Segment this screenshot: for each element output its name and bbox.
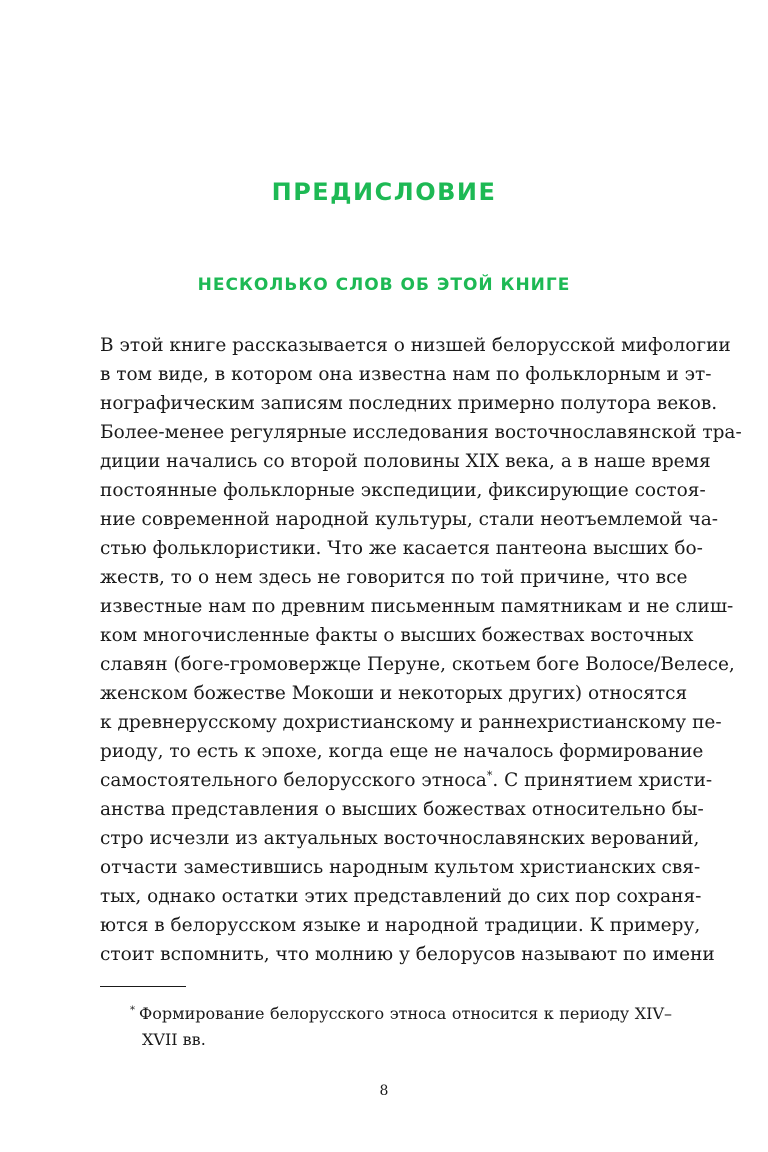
text-line: стью фольклористики. Что же касается пантеона высших бо- — [100, 538, 703, 559]
text-line: анства представления о высших божествах относительно бы- — [100, 799, 704, 820]
footnote-text: Формирование белорусского этноса относится к периоду XIV– — [139, 1004, 672, 1023]
text-line: женском божестве Мокоши и некоторых других) относятся — [100, 683, 688, 704]
text-line: ются в белорусском языке и народной традиции. К примеру, — [100, 915, 701, 936]
text-line: ком многочисленные факты о высших божествах восточных — [100, 625, 694, 646]
footnote-line: XVII вв. — [142, 1030, 206, 1049]
text-line: славян (боге-громовержце Перуне, скотьем боге Волосе/Велесе, — [100, 654, 735, 675]
text-line: диции начались со второй половины XIX века, а в наше время — [100, 451, 711, 472]
text-line: отчасти заместившись народным культом христианских свя- — [100, 857, 701, 878]
text-line: тых, однако остатки этих представлений до сих пор сохраня- — [100, 886, 702, 907]
text-line: риоду, то есть к эпохе, когда еще не началось формирование — [100, 741, 704, 762]
footnote-divider — [100, 986, 186, 987]
text-line: к древнерусскому дохристианскому и раннехристианскому пе- — [100, 712, 722, 733]
footnote-line — [130, 1001, 672, 1027]
text-fragment: . С принятием христи- — [492, 770, 713, 791]
footnote-marker: * — [130, 1004, 135, 1016]
text-line: В этой книге рассказывается о низшей белорусской мифологии — [100, 335, 731, 356]
text-line: стро исчезли из актуальных восточнославянских верований, — [100, 828, 700, 849]
text-line: постоянные фольклорные экспедиции, фиксирующие состоя- — [100, 480, 706, 501]
text-line: известные нам по древним письменным памятникам и не слиш- — [100, 596, 734, 617]
footnote — [130, 1001, 672, 1053]
text-line-with-footnote — [100, 766, 713, 795]
text-line: ние современной народной культуры, стали неотъемлемой ча- — [100, 509, 718, 530]
body-text — [100, 331, 742, 969]
text-line: нографическим записям последних примерно полутора веков. — [100, 393, 718, 414]
section-title: НЕСКОЛЬКО СЛОВ ОБ ЭТОЙ КНИГЕ — [197, 275, 571, 295]
text-line: Более-менее регулярные исследования восточнославянской тра- — [100, 422, 742, 443]
text-line: стоит вспомнить, что молнию у белорусов называют по имени — [100, 944, 715, 965]
page-number: 8 — [379, 1083, 389, 1099]
text-line: в том виде, в котором она известна нам по фольклорным и эт- — [100, 364, 712, 385]
footnote-reference[interactable]: * — [486, 768, 493, 782]
text-fragment: самостоятельного белорусского этноса — [100, 770, 487, 791]
chapter-title: ПРЕДИСЛОВИЕ — [271, 178, 497, 206]
text-line: жеств, то о нем здесь не говорится по той причине, что все — [100, 567, 688, 588]
